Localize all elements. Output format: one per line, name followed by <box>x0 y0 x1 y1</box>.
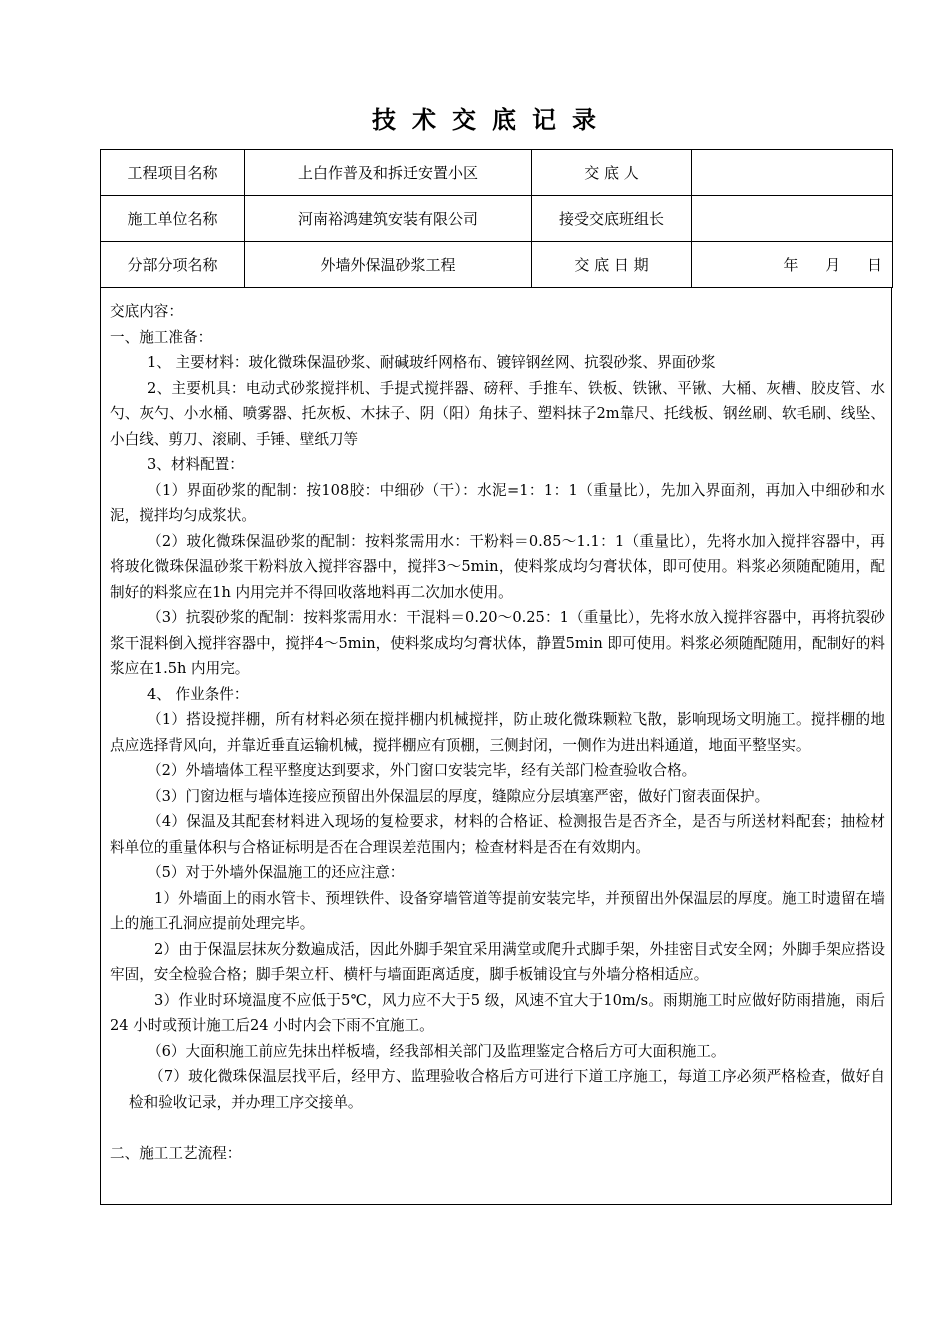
paragraph-condition-3: （3）门窗边框与墙体连接应预留出外保温层的厚度，缝隙应分层填塞严密，做好门窗表面保护。 <box>147 787 770 805</box>
paragraph-condition-4: （4）保温及其配套材料进入现场的复检要求，材料的合格证、检测报告是否齐全，是否与所送材料配套；抽检材料单位的重量体积与合格证标明是否在合理误差范围内；检查材料是否在有效期内。 <box>110 813 885 856</box>
paragraph-work-conditions: 4、 作业条件： <box>147 685 249 703</box>
project-value: 上白作普及和拆迁安置小区 <box>245 150 532 196</box>
spacer <box>110 1115 885 1141</box>
subitem-label: 分部分项名称 <box>101 242 245 288</box>
section-2-title: 二、施工工艺流程： <box>110 1145 242 1162</box>
paragraph-material-config: 3、材料配置： <box>147 456 244 473</box>
paragraph-config-1: （1）界面砂浆的配制：按108胶：中细砂（干）：水泥=1：1：1（重量比），先加入界面剂，再加入中细砂和水泥，搅拌均匀成浆状。 <box>110 481 885 524</box>
paragraph-condition-2: （2）外墙墙体工程平整度达到要求，外门窗口安装完毕，经有关部门检查验收合格。 <box>147 762 697 779</box>
receiver-value <box>692 196 893 242</box>
paragraph-main-tools: 2、主要机具：电动式砂浆搅拌机、手提式搅拌器、磅秤、手推车、铁板、铁锹、平锹、大桶、灰槽、胶皮管、水勺、灰勺、小水桶、喷雾器、托灰板、木抹子、阴（阳）角抹子、塑料抹子2m靠尺、托线板、钢丝刷、软毛刷、线坠、小白线、剪刀、滚刷、手锤、壁纸刀等 <box>110 379 885 448</box>
paragraph-note-2: 2）由于保温层抹灰分数遍成活，因此外脚手架宜采用满堂或爬升式脚手架，外挂密目式安全网；外脚手架应搭设牢固，安全检验合格；脚手架立杆、横杆与墙面距离适度，脚手板铺设宜与外墙分格相适应。 <box>110 940 885 983</box>
paragraph-condition-1: （1）搭设搅拌棚，所有材料必须在搅拌棚内机械搅拌，防止玻化微珠颗粒飞散，影响现场文明施工。搅拌棚的地点应选择背风向，并靠近垂直运输机械，搅拌棚应有顶棚，三侧封闭，一侧作为进出料通道，地面平整坚实。 <box>110 711 885 754</box>
header-row-subitem <box>101 242 893 288</box>
section-1-title: 一、施工准备： <box>110 328 213 346</box>
date-label: 交 底 日 期 <box>532 242 692 288</box>
header-table <box>100 149 893 288</box>
presenter-value <box>692 150 893 196</box>
subitem-value: 外墙外保温砂浆工程 <box>245 242 532 288</box>
paragraph-note-1: 1）外墙面上的雨水管卡、预埋铁件、设备穿墙管道等提前安装完毕，并预留出外保温层的厚度。施工时遗留在墙上的施工孔洞应提前处理完毕。 <box>110 889 885 932</box>
disclosure-content <box>100 287 892 1205</box>
date-value: 年 月 日 <box>692 242 893 288</box>
unit-value: 河南裕鸿建筑安装有限公司 <box>245 196 532 242</box>
paragraph-condition-5: （5）对于外墙外保温施工的还应注意： <box>147 864 405 881</box>
paragraph-config-2: （2）玻化微珠保温砂浆的配制：按料浆需用水：干粉料＝0.85～1.1：1（重量比），先将水加入搅拌容器中，再将玻化微珠保温砂浆干粉料放入搅拌容器中，搅拌3～5min，使料浆成均匀膏状体，即可使用。料浆必须随配随用，配制好的料浆应在1h 内用完并不得回收落地料再二次加水使用。 <box>110 532 885 601</box>
project-label: 工程项目名称 <box>101 150 245 196</box>
receiver-label: 接受交底班组长 <box>532 196 692 242</box>
unit-label: 施工单位名称 <box>101 196 245 242</box>
paragraph-config-3: （3）抗裂砂浆的配制：按料浆需用水：干混料＝0.20～0.25：1（重量比），先将水放入搅拌容器中，再将抗裂砂浆干混料倒入搅拌容器中，搅拌4～5min，使料浆成均匀膏状体，静置5min 即可使用。料浆必须随配随用，配制好的料浆应在1.5h 内用完。 <box>110 609 885 677</box>
content-intro: 交底内容： <box>110 303 183 320</box>
paragraph-condition-7: （7）玻化微珠保温层找平后，经甲方、监理验收合格后方可进行下道工序施工，每道工序必须严格检查，做好自检和验收记录，并办理工序交接单。 <box>129 1068 885 1111</box>
paragraph-note-3: 3）作业时环境温度不应低于5℃，风力应不大于5 级，风速不宜大于10m/s。雨期施工时应做好防雨措施，雨后24 小时或预计施工后24 小时内会下雨不宜施工。 <box>110 991 885 1034</box>
document-title: 技术交底记录 <box>372 106 612 134</box>
paragraph-main-materials: 1、 主要材料：玻化微珠保温砂浆、耐碱玻纤网格布、镀锌钢丝网、抗裂砂浆、界面砂浆 <box>147 354 716 371</box>
paragraph-condition-6: （6）大面积施工前应先抹出样板墙，经我部相关部门及监理鉴定合格后方可大面积施工。 <box>147 1042 726 1060</box>
header-row-unit <box>101 196 893 242</box>
header-row-project <box>101 150 893 196</box>
presenter-label: 交 底 人 <box>532 150 692 196</box>
